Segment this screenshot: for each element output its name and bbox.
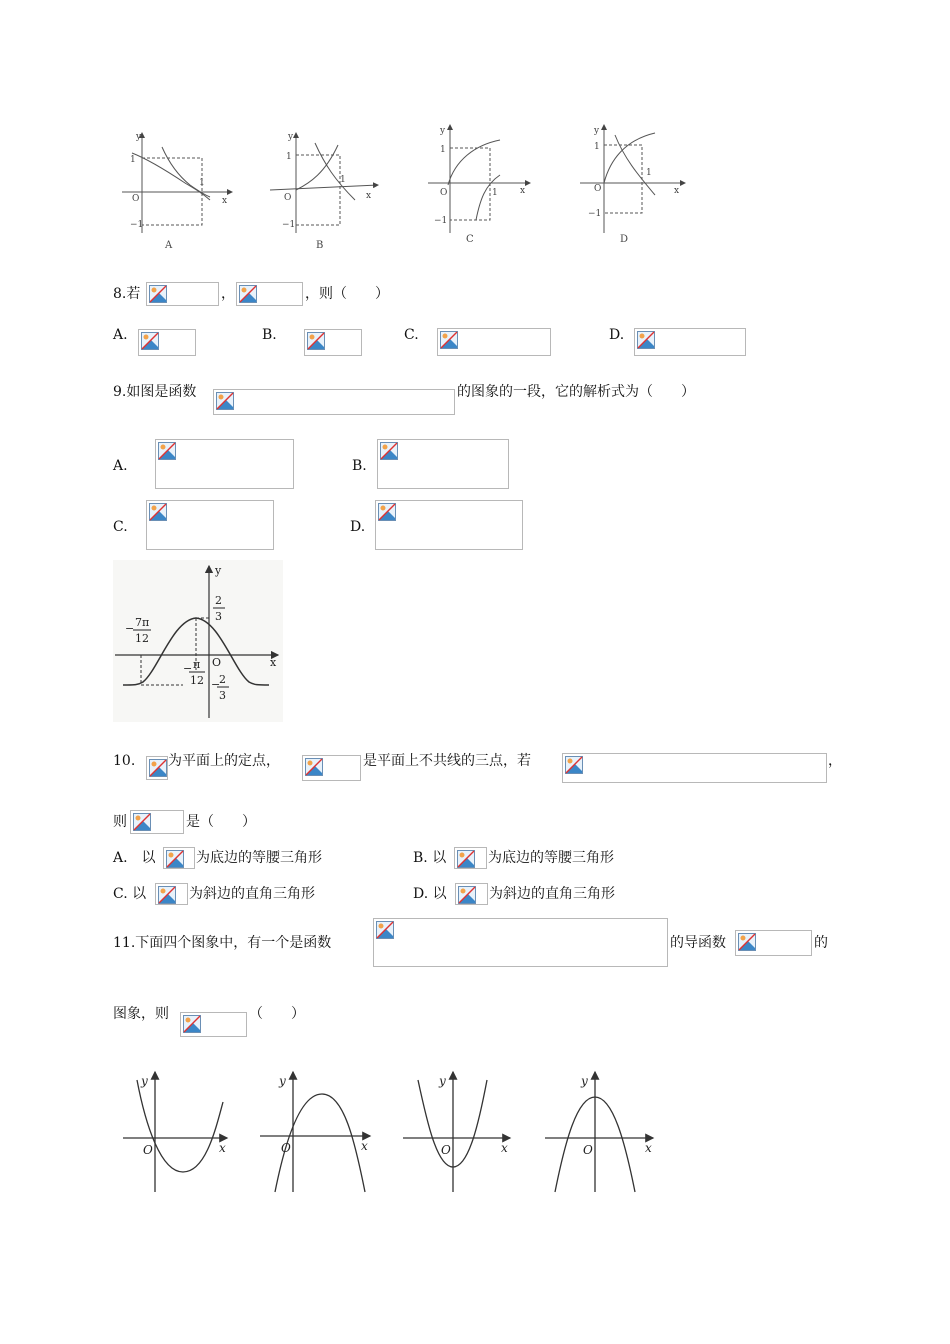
q11-graphs bbox=[115, 1062, 675, 1197]
q11g1-origin: O bbox=[143, 1143, 153, 1157]
q7d-x-one: 1 bbox=[646, 168, 652, 178]
q9-graph-left-sign: − bbox=[125, 622, 135, 635]
q7b-origin: O bbox=[284, 193, 292, 203]
formula-image bbox=[180, 1012, 247, 1037]
q10-opt-a-text: 为底边的等腰三角形 bbox=[196, 850, 322, 866]
q8-opt-c-label: C. bbox=[404, 327, 419, 343]
broken-image-icon bbox=[458, 886, 476, 904]
q11-stem-prefix: 11.下面四个图象中，有一个是函数 bbox=[113, 935, 332, 951]
formula-image bbox=[138, 329, 196, 356]
formula-image bbox=[735, 930, 812, 956]
q7b-x-one: 1 bbox=[340, 175, 346, 185]
q7d-x-label: x bbox=[674, 186, 680, 196]
broken-image-icon bbox=[738, 933, 756, 951]
q8-comma: ， bbox=[221, 286, 235, 302]
q7-option-d: D bbox=[620, 234, 629, 245]
q11g2-x: x bbox=[361, 1139, 368, 1153]
broken-image-icon bbox=[149, 285, 167, 303]
q7a-origin: O bbox=[132, 194, 140, 204]
q7c-x-label: x bbox=[520, 186, 526, 196]
q9-graph-ybot-den: 3 bbox=[219, 689, 226, 702]
formula-image bbox=[377, 439, 509, 489]
q11g3-x: x bbox=[501, 1141, 508, 1155]
q8-stem-prefix: 8.若 bbox=[113, 286, 141, 302]
q8-opt-d-label: D. bbox=[609, 327, 625, 343]
q10-end-comma: ， bbox=[828, 753, 842, 769]
q7-option-a: A bbox=[165, 240, 173, 251]
q8-opt-b-label: B. bbox=[262, 327, 277, 343]
formula-image bbox=[455, 883, 488, 905]
q9-opt-a-label: A. bbox=[113, 458, 128, 474]
formula-image bbox=[634, 328, 746, 356]
formula-image bbox=[302, 755, 361, 781]
formula-image bbox=[130, 810, 184, 834]
q9-graph bbox=[113, 560, 283, 722]
broken-image-icon bbox=[307, 332, 325, 350]
q11-stem-mid: 的导函数 bbox=[670, 935, 726, 951]
q9-graph-left-num: 7π bbox=[135, 616, 150, 629]
broken-image-icon bbox=[565, 756, 583, 774]
q7c-origin: O bbox=[440, 188, 448, 198]
q10-opt-c-label: C. 以 bbox=[113, 886, 147, 902]
q11g4-y: y bbox=[581, 1074, 588, 1088]
broken-image-icon bbox=[440, 331, 458, 349]
formula-image bbox=[146, 282, 219, 306]
formula-image bbox=[213, 389, 455, 415]
q10-then: 则 bbox=[113, 814, 127, 830]
formula-image bbox=[146, 756, 168, 780]
q11g1-x: x bbox=[219, 1141, 226, 1155]
q11g2-origin: O bbox=[281, 1141, 291, 1155]
broken-image-icon bbox=[166, 850, 184, 868]
q10-opt-d-label: D. 以 bbox=[413, 886, 447, 902]
q7b-one: 1 bbox=[286, 152, 292, 162]
q7c-x-one: 1 bbox=[492, 188, 498, 198]
broken-image-icon bbox=[376, 921, 394, 939]
q9-opt-d-label: D. bbox=[350, 519, 366, 535]
q7c-neg-one: −1 bbox=[434, 216, 448, 226]
formula-image bbox=[373, 918, 668, 967]
q9-graph-mid-num: π bbox=[193, 658, 201, 671]
formula-image bbox=[562, 753, 827, 783]
q7-option-b: B bbox=[316, 240, 324, 251]
broken-image-icon bbox=[239, 285, 257, 303]
q9-graph-ytop-num: 2 bbox=[215, 594, 222, 607]
q7a-x-label: x bbox=[222, 196, 228, 206]
q11-line2-suffix: （ ） bbox=[249, 1006, 305, 1022]
q9-stem-suffix: 的图象的一段，它的解析式为（ ） bbox=[457, 384, 695, 400]
q7-option-c: C bbox=[466, 234, 474, 245]
q7d-neg-one: −1 bbox=[588, 209, 602, 219]
formula-image bbox=[454, 847, 487, 869]
broken-image-icon bbox=[149, 503, 167, 521]
q11g3-y: y bbox=[439, 1074, 446, 1088]
q9-graph-x-label: x bbox=[270, 656, 277, 669]
broken-image-icon bbox=[305, 758, 323, 776]
formula-image bbox=[155, 439, 294, 489]
q11-line2-prefix: 图象，则 bbox=[113, 1006, 169, 1022]
formula-image bbox=[146, 500, 274, 550]
q10-opt-c-text: 为斜边的直角三角形 bbox=[189, 886, 315, 902]
q10-is: 是（ ） bbox=[186, 814, 256, 830]
q9-graph-origin: O bbox=[212, 656, 222, 669]
q7c-y-label: y bbox=[440, 126, 446, 136]
q10-number: 10. bbox=[113, 753, 136, 769]
q9-graph-mid-sign: − bbox=[183, 662, 193, 675]
formula-image bbox=[437, 328, 551, 356]
q7d-origin: O bbox=[594, 184, 602, 194]
q11g1-y: y bbox=[141, 1074, 148, 1088]
broken-image-icon bbox=[183, 1015, 201, 1033]
q11g4-x: x bbox=[645, 1141, 652, 1155]
q7b-neg-one: −1 bbox=[282, 220, 296, 230]
broken-image-icon bbox=[637, 331, 655, 349]
q9-graph-left-den: 12 bbox=[135, 632, 149, 645]
broken-image-icon bbox=[158, 886, 176, 904]
q10-opt-b-text: 为底边的等腰三角形 bbox=[488, 850, 614, 866]
broken-image-icon bbox=[457, 850, 475, 868]
q10-part1: 为平面上的定点， bbox=[168, 753, 280, 769]
q9-opt-c-label: C. bbox=[113, 519, 128, 535]
broken-image-icon bbox=[133, 813, 151, 831]
broken-image-icon bbox=[149, 759, 167, 777]
q11g4-origin: O bbox=[583, 1143, 593, 1157]
q7a-y-label: y bbox=[136, 132, 142, 142]
q7b-y-label: y bbox=[288, 132, 294, 142]
q11g2-y: y bbox=[279, 1074, 286, 1088]
q9-opt-b-label: B. bbox=[352, 458, 367, 474]
q7a-x-one: 1 bbox=[199, 178, 205, 188]
broken-image-icon bbox=[141, 332, 159, 350]
q7d-y-label: y bbox=[594, 126, 600, 136]
q9-stem-prefix: 9.如图是函数 bbox=[113, 384, 197, 400]
formula-image bbox=[375, 500, 523, 550]
q9-graph-ytop-den: 3 bbox=[215, 610, 222, 623]
formula-image bbox=[304, 329, 362, 356]
q9-graph-ybot-sign: − bbox=[211, 678, 221, 691]
q7a-one: 1 bbox=[130, 155, 136, 165]
q9-graph-mid-den: 12 bbox=[190, 674, 204, 687]
broken-image-icon bbox=[216, 392, 234, 410]
q7d-one: 1 bbox=[594, 142, 600, 152]
q7-graphs bbox=[110, 115, 700, 255]
q7a-neg-one: −1 bbox=[130, 220, 144, 230]
q11g3-origin: O bbox=[441, 1143, 451, 1157]
q9-graph-y-label: y bbox=[215, 564, 222, 577]
q8-opt-a-label: A. bbox=[113, 327, 128, 343]
q9-graph-ybot-num: 2 bbox=[219, 673, 226, 686]
q10-opt-b-label: B. 以 bbox=[413, 850, 447, 866]
q10-part2: 是平面上不共线的三点，若 bbox=[363, 753, 531, 769]
q7c-one: 1 bbox=[440, 145, 446, 155]
broken-image-icon bbox=[158, 442, 176, 460]
formula-image bbox=[163, 847, 195, 869]
q10-opt-a-label: A. 以 bbox=[113, 850, 156, 866]
broken-image-icon bbox=[378, 503, 396, 521]
broken-image-icon bbox=[380, 442, 398, 460]
q10-opt-d-text: 为斜边的直角三角形 bbox=[489, 886, 615, 902]
q11-stem-end: 的 bbox=[814, 935, 828, 951]
formula-image bbox=[155, 883, 188, 905]
formula-image bbox=[236, 282, 303, 306]
q8-stem-suffix: ，则（ ） bbox=[305, 286, 389, 302]
q7b-x-label: x bbox=[366, 191, 372, 201]
